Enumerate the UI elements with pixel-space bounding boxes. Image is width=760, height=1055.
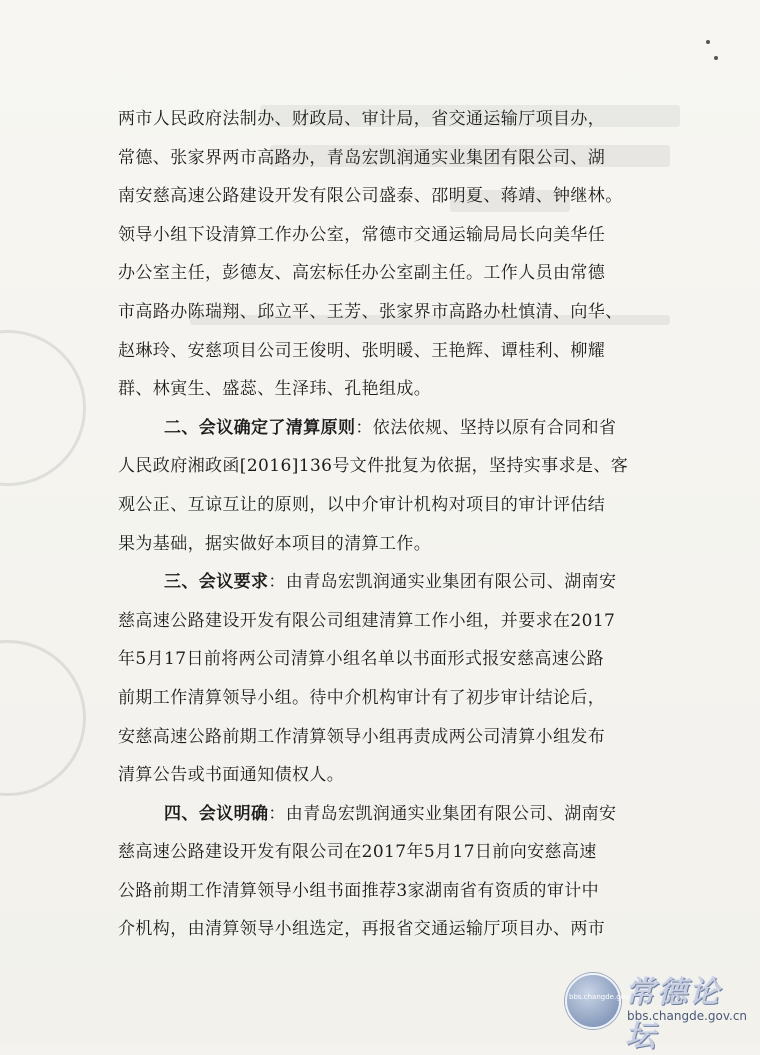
text-line: 群、林寅生、盛蕊、生泽玮、孔艳组成。 [118, 379, 432, 400]
text-line: 人民政府湘政函[2016]136号文件批复为依据，坚持实事求是、客 [118, 456, 629, 477]
scan-speck [706, 40, 710, 44]
text-line: 前期工作清算领导小组。待中介机构审计有了初步审计结论后， [118, 687, 606, 708]
section-2-heading: 二、会议确定了清算原则 [164, 417, 356, 438]
text-line: 市高路办陈瑞翔、邱立平、王芳、张家界市高路办杜慎清、向华、 [118, 301, 623, 322]
section-4-heading: 四、会议明确 [164, 803, 269, 824]
text-line: 慈高速公路建设开发有限公司在2017年5月17日前向安慈高速 [118, 842, 597, 863]
section-4-first-line: 四、会议明确：由青岛宏凯润通实业集团有限公司、湖南安 [164, 803, 617, 824]
scan-speck [714, 56, 718, 60]
text-line: 赵琳玲、安慈项目公司王俊明、张明暖、王艳辉、谭桂利、柳耀 [118, 340, 606, 361]
forum-name: 常德论坛 [625, 975, 721, 1054]
faded-seal-mark-lower [0, 640, 86, 796]
text-line: 南安慈高速公路建设开发有限公司盛泰、邵明夏、蒋靖、钟继林。 [118, 186, 623, 207]
text-line: 两市人民政府法制办、财政局、审计局，省交通运输厅项目办， [118, 109, 606, 129]
text-line: 介机构，由清算领导小组选定，再报省交通运输厅项目办、两市 [118, 919, 606, 940]
faded-seal-mark [0, 330, 86, 486]
text-line: 果为基础，据实做好本项目的清算工作。 [118, 533, 432, 554]
text-line: 年5月17日前将两公司清算小组名单以书面形式报安慈高速公路 [118, 649, 605, 670]
text-line: 观公正、互谅互让的原则，以中介审计机构对项目的审计评估结 [118, 494, 606, 515]
text-line: 安慈高速公路前期工作清算领导小组再责成两公司清算小组发布 [118, 726, 606, 747]
section-2-first-line: 二、会议确定了清算原则：依法依规、坚持以原有合同和省 [164, 417, 617, 438]
section-3-first-line: 三、会议要求：由青岛宏凯润通实业集团有限公司、湖南安 [164, 572, 617, 593]
text-line: 领导小组下设清算工作办公室，常德市交通运输局局长向美华任 [118, 224, 606, 245]
text-line: 办公室主任，彭德友、高宏标任办公室副主任。工作人员由常德 [118, 263, 606, 284]
text-line: 公路前期工作清算领导小组书面推荐3家湖南省有资质的审计中 [118, 880, 600, 901]
text-line: 常德、张家界两市高路办，青岛宏凯润通实业集团有限公司、湖 [118, 147, 606, 168]
forum-url: bbs.changde.gov.cn [627, 1009, 748, 1023]
seal-url-text: bbs.changde.gov.cn [569, 993, 640, 1001]
text-line: 慈高速公路建设开发有限公司组建清算工作小组，并要求在2017 [118, 610, 616, 631]
forum-seal-icon [565, 973, 640, 1029]
section-3-heading: 三、会议要求 [164, 572, 269, 593]
document-body [118, 100, 663, 949]
text-line: 清算公告或书面通知债权人。 [118, 765, 345, 786]
forum-watermark-logo [565, 965, 750, 1054]
